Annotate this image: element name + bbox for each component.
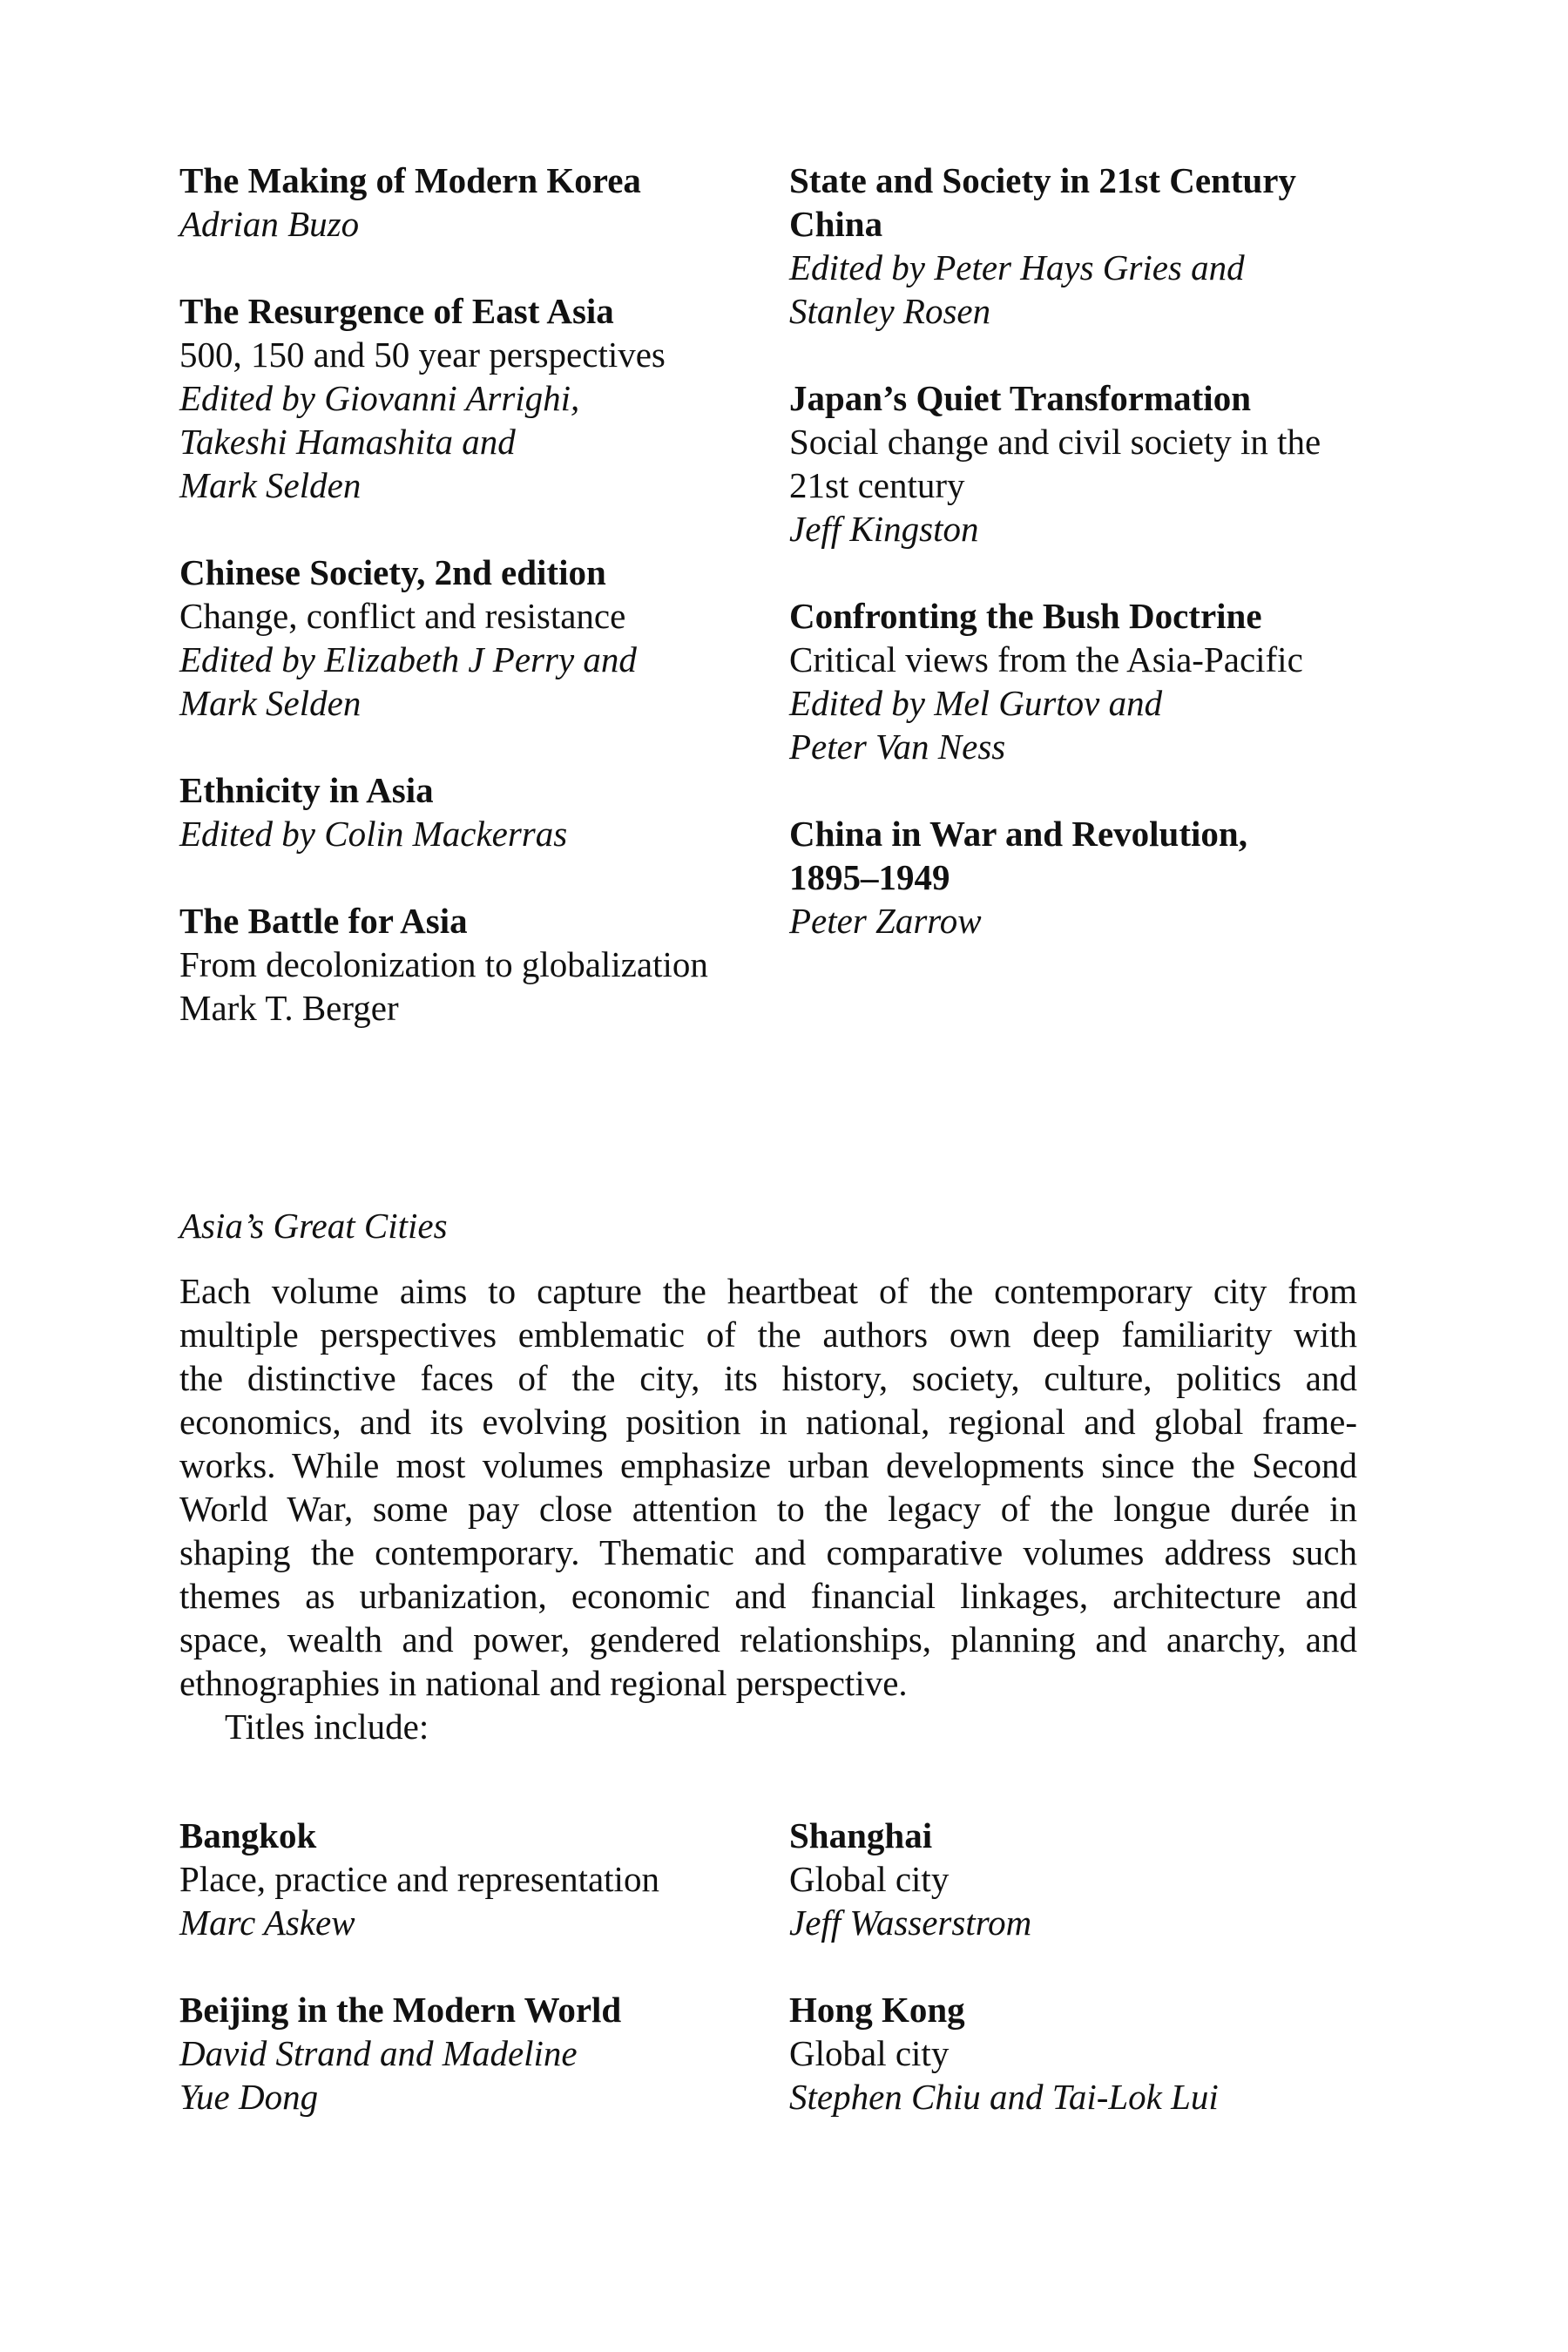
description-line: Each volume aims to capture the heartbeat of the contemporary city from bbox=[179, 1271, 1357, 1311]
book-entry bbox=[179, 1988, 772, 2119]
book-title: Ethnicity in Asia bbox=[179, 770, 434, 810]
book-entry bbox=[179, 551, 772, 725]
book-title: Shanghai bbox=[789, 1815, 933, 1855]
book-author: Stanley Rosen bbox=[789, 291, 991, 331]
book-title: China in War and Revolution, bbox=[789, 814, 1247, 854]
book-title: The Making of Modern Korea bbox=[179, 160, 641, 200]
book-author: Mark Selden bbox=[179, 465, 362, 505]
description-line: the distinctive faces of the city, its history, society, culture, politics and bbox=[179, 1358, 1357, 1398]
book-author: Edited by Giovanni Arrighi, bbox=[179, 378, 580, 418]
book-entry bbox=[179, 159, 772, 246]
book-list-right-column bbox=[789, 159, 1390, 943]
description-line: multiple perspectives emblematic of the authors own deep familiarity with bbox=[179, 1315, 1357, 1355]
book-entry bbox=[789, 812, 1390, 943]
book-author: Edited by Mel Gurtov and bbox=[789, 683, 1163, 723]
book-title: 1895–1949 bbox=[789, 857, 950, 897]
description-line: World War, some pay close attention to the legacy of the longue durée in bbox=[179, 1489, 1357, 1529]
book-title: Chinese Society, 2nd edition bbox=[179, 552, 606, 592]
book-title: Japan’s Quiet Transformation bbox=[789, 378, 1251, 418]
book-entry bbox=[179, 899, 772, 1030]
book-subtitle: Mark T. Berger bbox=[179, 988, 399, 1028]
book-subtitle: Social change and civil society in the bbox=[789, 422, 1321, 462]
book-entry bbox=[789, 376, 1390, 551]
book-author: Peter Van Ness bbox=[789, 727, 1006, 767]
book-author: Edited by Peter Hays Gries and bbox=[789, 247, 1245, 287]
book-subtitle: 21st century bbox=[789, 465, 965, 505]
book-entry bbox=[789, 1814, 1390, 1944]
book-subtitle: From decolonization to globalization bbox=[179, 944, 708, 984]
description-line: themes as urbanization, economic and financial linkages, architecture and bbox=[179, 1576, 1357, 1616]
book-author: Peter Zarrow bbox=[789, 901, 982, 941]
book-title: The Battle for Asia bbox=[179, 901, 468, 941]
book-subtitle: Global city bbox=[789, 1859, 950, 1899]
book-list-left-column bbox=[179, 159, 772, 1030]
book-title: Hong Kong bbox=[789, 1990, 965, 2030]
book-author: Jeff Wasserstrom bbox=[789, 1903, 1032, 1943]
book-subtitle: 500, 150 and 50 year perspectives bbox=[179, 335, 666, 375]
titles-include-label: Titles include: bbox=[225, 1707, 429, 1747]
description-line: shaping the contemporary. Thematic and comparative volumes address such bbox=[179, 1532, 1357, 1572]
book-author: Takeshi Hamashita and bbox=[179, 422, 516, 462]
series-heading: Asia’s Great Cities bbox=[179, 1206, 448, 1246]
book-subtitle: Change, conflict and resistance bbox=[179, 596, 626, 636]
book-title: Bangkok bbox=[179, 1815, 317, 1855]
book-title: Confronting the Bush Doctrine bbox=[789, 596, 1262, 636]
book-entry bbox=[789, 159, 1390, 333]
book-author: Edited by Colin Mackerras bbox=[179, 814, 568, 854]
book-title: State and Society in 21st Century bbox=[789, 160, 1296, 200]
city-list-left-column bbox=[179, 1814, 772, 2119]
book-author: David Strand and Madeline bbox=[179, 2033, 578, 2073]
book-author: Stephen Chiu and Tai-Lok Lui bbox=[789, 2077, 1219, 2117]
book-subtitle: Global city bbox=[789, 2033, 950, 2073]
city-list-right-column bbox=[789, 1814, 1390, 2119]
book-entry bbox=[179, 289, 772, 507]
description-line: ethnographies in national and regional perspective. bbox=[179, 1663, 908, 1703]
book-author: Marc Askew bbox=[179, 1903, 355, 1943]
series-description bbox=[179, 1269, 1357, 1748]
book-subtitle: Critical views from the Asia-Pacific bbox=[789, 639, 1303, 679]
book-author: Jeff Kingston bbox=[789, 509, 979, 549]
book-entry bbox=[179, 1814, 772, 1944]
book-title: China bbox=[789, 204, 883, 244]
book-author: Mark Selden bbox=[179, 683, 362, 723]
book-title: Beijing in the Modern World bbox=[179, 1990, 622, 2030]
description-line: works. While most volumes emphasize urban developments since the Second bbox=[179, 1445, 1357, 1485]
book-subtitle: Place, practice and representation bbox=[179, 1859, 659, 1899]
book-entry bbox=[179, 768, 772, 855]
book-author: Adrian Buzo bbox=[179, 204, 360, 244]
description-line: space, wealth and power, gendered relationships, planning and anarchy, and bbox=[179, 1619, 1357, 1659]
book-title: The Resurgence of East Asia bbox=[179, 291, 614, 331]
book-entry bbox=[789, 594, 1390, 768]
description-line: economics, and its evolving position in national, regional and global frame- bbox=[179, 1402, 1357, 1442]
book-author: Edited by Elizabeth J Perry and bbox=[179, 639, 637, 679]
book-author: Yue Dong bbox=[179, 2077, 319, 2117]
book-entry bbox=[789, 1988, 1390, 2119]
